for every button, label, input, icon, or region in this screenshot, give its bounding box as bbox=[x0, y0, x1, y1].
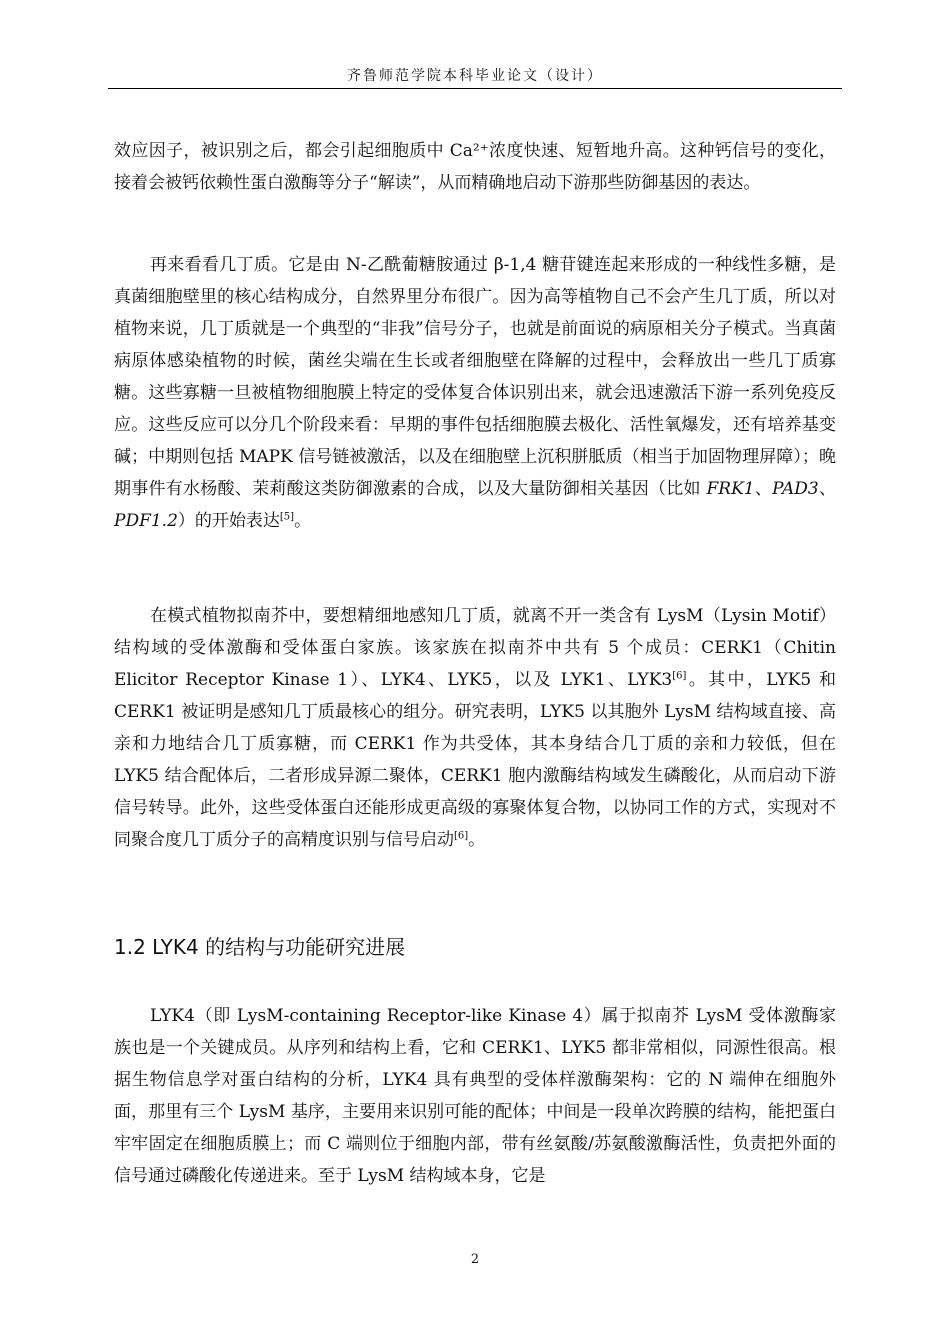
paragraph-text-part: 在模式植物拟南芥中，要想精细地感知几丁质，就离不开一类含有 LysM（Lysin Motif）结构域的受体激酶和受体蛋白家族。该家族在拟南芥中共有 5 个成员：CERK1（Chitin Elicitor Receptor Kinase 1）、LYK4、LYK5，以及 LYK1、LYK3 bbox=[114, 606, 836, 690]
separator: 、 bbox=[818, 479, 837, 499]
paragraph-text bbox=[114, 249, 836, 537]
gene-name-pad3: PAD3 bbox=[772, 479, 819, 499]
paragraph-lysm-family bbox=[114, 600, 836, 856]
separator: 、 bbox=[754, 479, 773, 499]
paragraph-text: 效应因子，被识别之后，都会引起细胞质中 Ca²⁺浓度快速、短暂地升高。这种钙信号的变化，接着会被钙依赖性蛋白激酶等分子“解读”，从而精确地启动下游那些防御基因的表达。 bbox=[114, 141, 836, 193]
paragraph-text-part: 。其中，LYK5 和 CERK1 被证明是感知几丁质最核心的组分。研究表明，LYK5 以其胞外 LysM 结构域直接、高亲和力地结合几丁质寡糖，而 CERK1 作为共受体，其本身结合几丁质的亲和力较低，但在 LYK5 结合配体后，二者形成异源二聚体，CERK1 胞内激酶结构域发生磷酸化，从而启动下游信号转导。此外，这些受体蛋白还能形成更高级的寡聚体复合物，以协同工作的方式，实现对不同聚合度几丁质分子的高精度识别与信号启动 bbox=[114, 670, 836, 850]
paragraph-text-part: ）的开始表达 bbox=[177, 511, 280, 531]
header-divider bbox=[108, 88, 842, 89]
citation-ref: [6] bbox=[454, 830, 469, 842]
paragraph-chitin-intro bbox=[114, 249, 836, 537]
paragraph-text bbox=[114, 600, 836, 856]
page-number: 2 bbox=[470, 1252, 480, 1267]
running-header: 齐鲁师范学院本科毕业论文（设计） bbox=[347, 68, 603, 84]
gene-name-frk1: FRK1 bbox=[706, 479, 755, 499]
paragraph-end: 。 bbox=[294, 511, 312, 531]
section-heading: 1.2 LYK4 的结构与功能研究进展 bbox=[114, 935, 406, 959]
citation-ref: [6] bbox=[672, 670, 687, 682]
paragraph-lyk4-structure bbox=[114, 1000, 836, 1192]
citation-ref: [5] bbox=[279, 511, 295, 523]
paragraph-end: 。 bbox=[468, 830, 486, 850]
paragraph-calcium-signal bbox=[114, 135, 836, 199]
paragraph-text-part: 再来看看几丁质。它是由 N-乙酰葡糖胺通过 β-1,4 糖苷键连起来形成的一种线性多糖，是真菌细胞壁里的核心结构成分，自然界里分布很广。因为高等植物自己不会产生几丁质，所以对植物来说，几丁质就是一个典型的“非我”信号分子，也就是前面说的病原相关分子模式。当真菌病原体感染植物的时候，菌丝尖端在生长或者细胞壁在降解的过程中，会释放出一些几丁质寡糖。这些寡糖一旦被植物细胞膜上特定的受体复合体识别出来，就会迅速激活下游一系列免疫反应。这些反应可以分几个阶段来看：早期的事件包括细胞膜去极化、活性氧爆发，还有培养基变碱；中期则包括 MAPK 信号链被激活，以及在细胞壁上沉积胼胝质（相当于加固物理屏障）；晚期事件有水杨酸、茉莉酸这类防御激素的合成，以及大量防御相关基因（比如 bbox=[114, 255, 836, 499]
paragraph-text: LYK4（即 LysM-containing Receptor-like Kinase 4）属于拟南芥 LysM 受体激酶家族也是一个关键成员。从序列和结构上看，它和 CERK1、LYK5 都非常相似，同源性很高。根据生物信息学对蛋白结构的分析，LYK4 具有典型的受体样激酶架构：它的 N 端伸在细胞外面，那里有三个 LysM 基序，主要用来识别可能的配体；中间是一段单次跨膜的结构，能把蛋白牢牢固定在细胞质膜上；而 C 端则位于细胞内部，带有丝氨酸/苏氨酸激酶活性，负责把外面的信号通过磷酸化传递进来。至于 LysM 结构域本身，它是 bbox=[114, 1006, 836, 1186]
gene-name-pdf12: PDF1.2 bbox=[114, 511, 178, 531]
